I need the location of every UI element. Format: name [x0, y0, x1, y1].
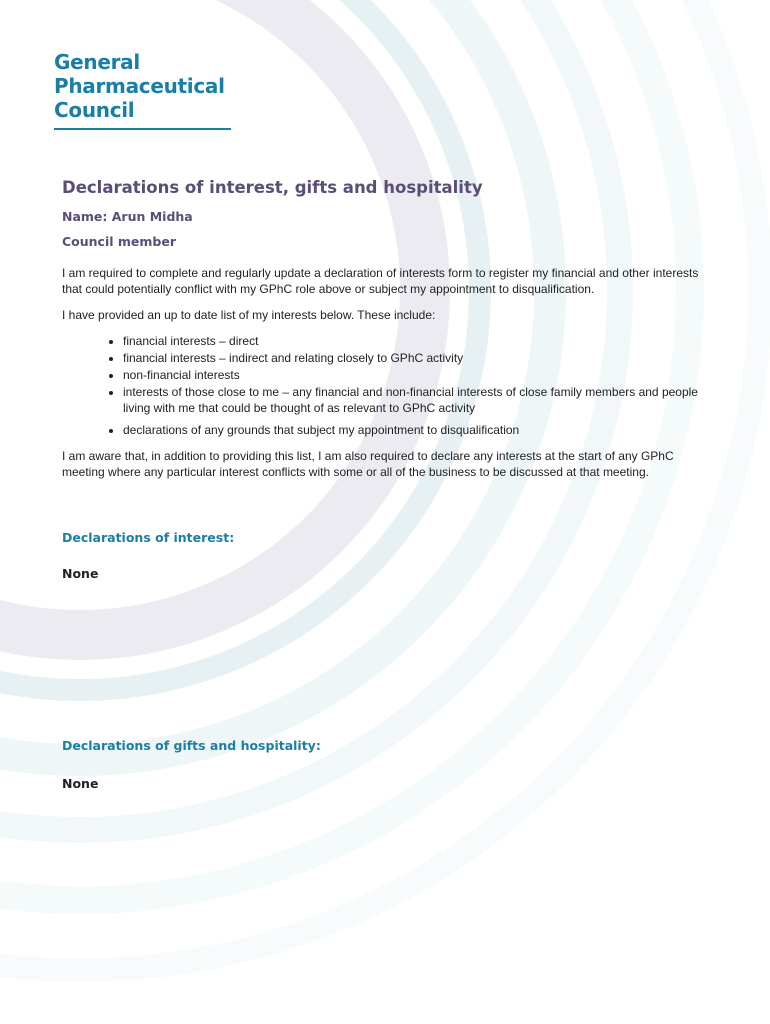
meeting-declaration-paragraph: I am aware that, in addition to providing this list, I am also required to declare any interests at the start of any GPhC meeting where any particular interest conflicts with some or all of the business to be discussed at that meeting. — [62, 449, 674, 479]
interest-heading: Declarations of interest: — [62, 530, 235, 545]
member-role: Council member — [62, 234, 177, 249]
member-name: Name: Arun Midha — [62, 209, 193, 224]
list-item: • financial interests – indirect and relating closely to GPhC activity — [123, 350, 712, 366]
interest-types-list — [62, 333, 712, 438]
list-intro-paragraph: I have provided an up to date list of my interests below. These include: — [62, 308, 436, 322]
intro-paragraph: I am required to complete and regularly update a declaration of interests form to register my financial and other interests that could potentially conflict with my GPhC role above or subject my appointment to disqualification. — [62, 266, 699, 296]
logo-line-2: Pharmaceutical — [54, 74, 225, 98]
list-item: • interests of those close to me – any financial and non-financial interests of close family members and people living with me that could be thought of as relevant to GPhC activity — [123, 384, 712, 416]
list-item: • financial interests – direct — [123, 333, 712, 349]
logo-line-1: General — [54, 50, 140, 74]
gphc-logo — [54, 50, 231, 130]
document-title: Declarations of interest, gifts and hospitality — [62, 178, 483, 197]
interest-value: None — [62, 566, 99, 581]
logo-line-3: Council — [54, 98, 135, 122]
list-item: • declarations of any grounds that subject my appointment to disqualification — [123, 422, 712, 438]
document-body — [62, 178, 712, 490]
list-item: • non-financial interests — [123, 367, 712, 383]
gifts-value: None — [62, 776, 99, 791]
gifts-heading: Declarations of gifts and hospitality: — [62, 738, 321, 753]
